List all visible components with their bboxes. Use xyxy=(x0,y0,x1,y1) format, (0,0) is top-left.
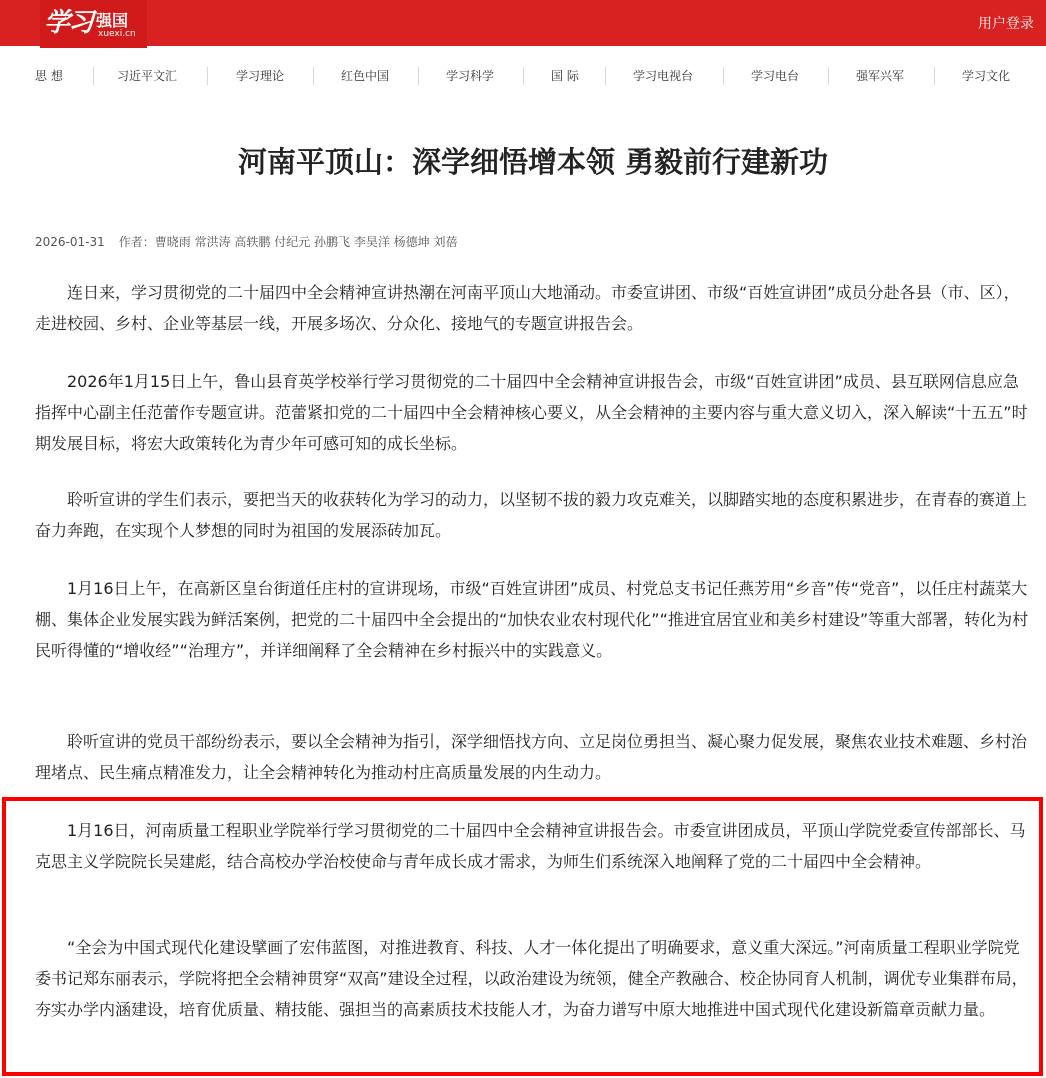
login-link[interactable]: 用户登录 xyxy=(978,16,1034,32)
nav-divider xyxy=(418,67,419,85)
nav-item-guoji[interactable]: 国 际 xyxy=(551,69,579,83)
nav-item-qiangjun-xingjun[interactable]: 强军兴军 xyxy=(856,69,905,83)
nav-item-xuexi-dianshitai[interactable]: 学习电视台 xyxy=(633,69,694,83)
logo-domain: xuexi.cn xyxy=(98,29,136,39)
article-paragraph: 2026年1月15日上午，鲁山县育英学校举行学习贯彻党的二十届四中全会精神宣讲报告会，市级“百姓宣讲团”成员、县互联网信息应急指挥中心副主任范蕾作专题宣讲。范蕾紧扣党的二十届四中全会精神核心要义，从全会精神的主要内容与重大意义切入，深入解读“十五五”时期发展目标，将宏大政策转化为青少年可感可知的成长坐标。 xyxy=(35,372,1028,453)
logo-name: 强国 xyxy=(96,11,129,30)
article-title: 河南平顶山：深学细悟增本领 勇毅前行建新功 xyxy=(237,145,829,179)
nav-divider xyxy=(934,67,935,85)
nav-item-hongse-zhongguo[interactable]: 红色中国 xyxy=(341,69,390,83)
nav-item-xuexi-lilun[interactable]: 学习理论 xyxy=(236,69,285,83)
highlight-box xyxy=(2,797,1043,1076)
nav-item-xuexi-diantai[interactable]: 学习电台 xyxy=(751,69,800,83)
nav-divider xyxy=(313,67,314,85)
article-paragraph: 1月16日上午，在高新区皇台街道任庄村的宣讲现场，市级“百姓宣讲团”成员、村党总支书记任燕芳用“乡音”传“党音”，以任庄村蔬菜大棚、集体企业发展实践为鲜活案例，把党的二十届四中全会提出的“加快农业农村现代化”“推进宜居宜业和美乡村建设”等重大部署，转化为村民听得懂的“增收经”“治理方”，并详细阐释了全会精神在乡村振兴中的实践意义。 xyxy=(35,579,1029,660)
top-header xyxy=(0,0,1046,46)
site-logo[interactable] xyxy=(40,0,147,50)
article-paragraph: 连日来，学习贯彻党的二十届四中全会精神宣讲热潮在河南平顶山大地涌动。市委宣讲团、市级“百姓宣讲团”成员分赴各县（市、区），走进校园、乡村、企业等基层一线，开展多场次、分众化、接地气的专题宣讲报告会。 xyxy=(35,283,1020,333)
article-paragraph: 聆听宣讲的党员干部纷纷表示，要以全会精神为指引，深学细悟找方向、立足岗位勇担当、凝心聚力促发展，聚焦农业技术难题、乡村治理堵点、民生痛点精准发力，让全会精神转化为推动村庄高质量发展的内生动力。 xyxy=(35,732,1028,782)
nav-item-xijinping-wenhui[interactable]: 习近平文汇 xyxy=(117,69,178,83)
article-paragraph: “全会为中国式现代化建设擘画了宏伟蓝图，对推进教育、科技、人才一体化提出了明确要求，意义重大深远。”河南质量工程职业学院党委书记郑东丽表示，学院将把全会精神贯穿“双高”建设全过程，以政治建设为统领，健全产教融合、校企协同育人机制，调优专业集群布局，夯实办学内涵建设，培育优质量、精技能、强担当的高素质技术技能人才，为奋力谱写中原大地推进中国式现代化建设新篇章贡献力量。 xyxy=(35,938,1028,1019)
main-nav xyxy=(0,64,1046,88)
publish-date: 2026-01-31 xyxy=(35,235,105,249)
nav-item-sixiang[interactable]: 思 想 xyxy=(35,69,63,83)
article-paragraph: 聆听宣讲的学生们表示，要把当天的收获转化为学习的动力，以坚韧不拔的毅力攻克难关，以脚踏实地的态度积累进步，在青春的赛道上奋力奔跑，在实现个人梦想的同时为祖国的发展添砖加瓦。 xyxy=(35,490,1028,540)
nav-item-xuexi-wenhua[interactable]: 学习文化 xyxy=(962,69,1011,83)
article-paragraph: 1月16日，河南质量工程职业学院举行学习贯彻党的二十届四中全会精神宣讲报告会。市委宣讲团成员，平顶山学院党委宣传部部长、马克思主义学院院长吴建彪，结合高校办学治校使命与青年成长成才需求，为师生们系统深入地阐释了党的二十届四中全会精神。 xyxy=(35,821,1026,871)
nav-divider xyxy=(523,67,524,85)
article-meta xyxy=(35,233,457,250)
nav-divider xyxy=(605,67,606,85)
nav-divider xyxy=(723,67,724,85)
nav-item-xuexi-kexue[interactable]: 学习科学 xyxy=(446,69,495,83)
nav-divider xyxy=(828,67,829,85)
logo-mark: 学习 xyxy=(44,8,93,38)
nav-divider xyxy=(93,67,94,85)
author-list: 作者：曹晓雨 常洪涛 高轶鹏 付纪元 孙鹏飞 李昊洋 杨德坤 刘蓓 xyxy=(118,235,458,249)
nav-divider xyxy=(207,67,208,85)
